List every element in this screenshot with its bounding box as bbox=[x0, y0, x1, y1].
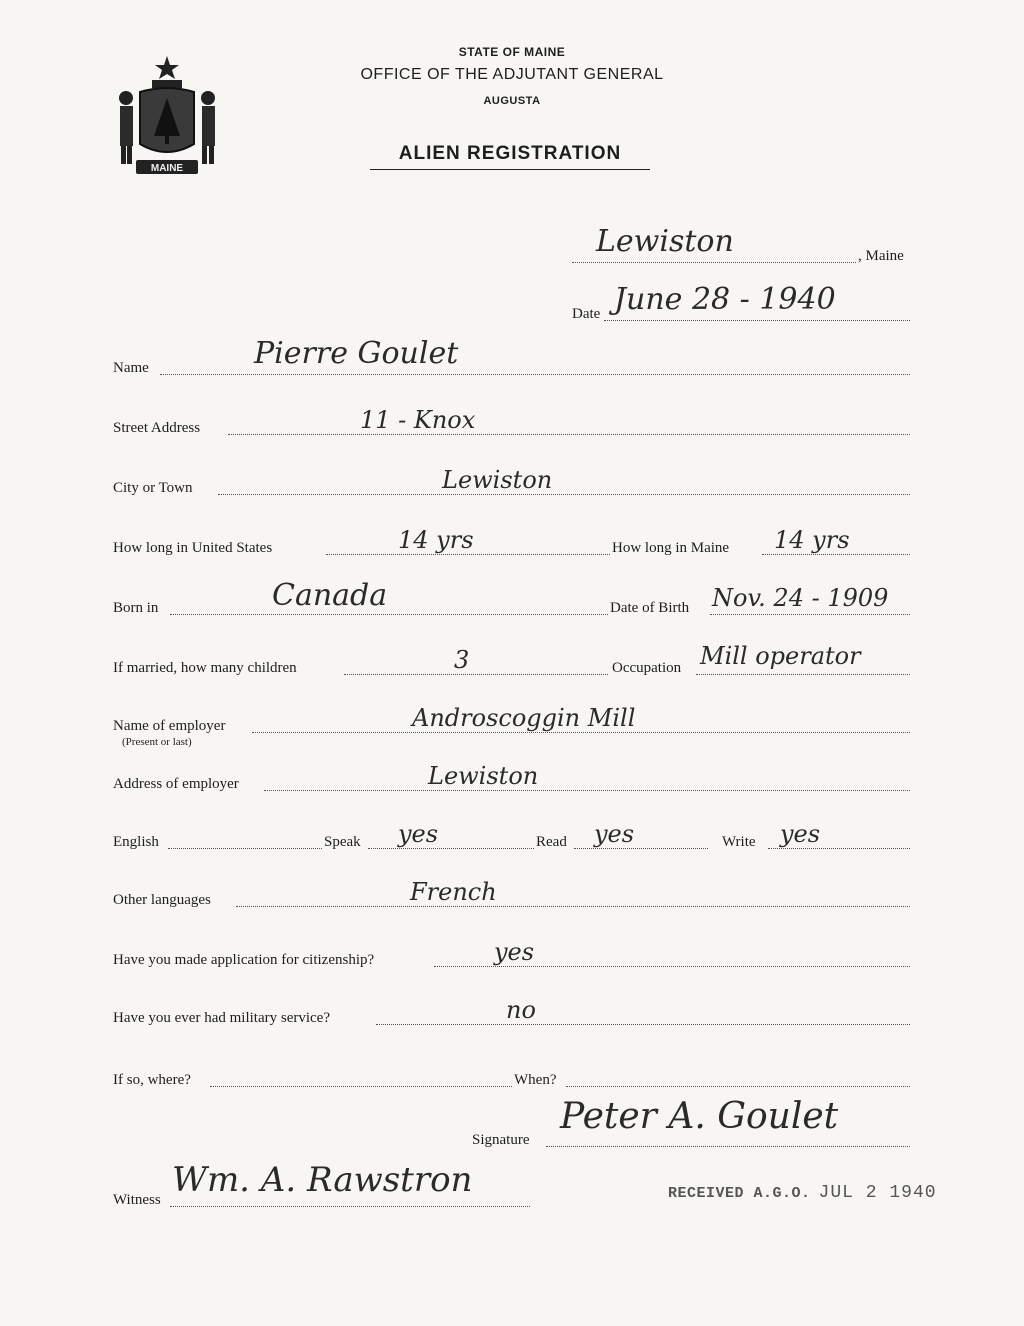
born-in-label: Born in bbox=[113, 600, 159, 616]
employer-line bbox=[252, 732, 910, 733]
employer-address-label: Address of employer bbox=[113, 776, 239, 792]
date-entry: June 28 - 1940 bbox=[614, 282, 836, 317]
name-label: Name bbox=[113, 360, 149, 376]
employer-entry: Androscoggin Mill bbox=[412, 704, 636, 732]
occupation-label: Occupation bbox=[612, 660, 682, 676]
english-label: English bbox=[113, 834, 159, 850]
city-line bbox=[218, 494, 910, 495]
stamp-text: RECEIVED A.G.O. bbox=[668, 1185, 811, 1202]
stamp-date: JUL 2 1940 bbox=[818, 1183, 937, 1203]
write-line bbox=[768, 848, 910, 849]
read-entry: yes bbox=[594, 820, 635, 848]
born-in-entry: Canada bbox=[272, 578, 388, 613]
city-label: City or Town bbox=[113, 480, 193, 496]
witness-line bbox=[170, 1206, 530, 1207]
seal-scroll-text: MAINE bbox=[150, 163, 184, 174]
how-long-us-entry: 14 yrs bbox=[398, 526, 474, 554]
military-line bbox=[376, 1024, 910, 1025]
children-label: If married, how many children bbox=[113, 660, 297, 676]
write-label: Write bbox=[722, 834, 756, 850]
read-line bbox=[574, 848, 708, 849]
when-line bbox=[566, 1086, 910, 1087]
header-city: AUGUSTA bbox=[483, 95, 541, 107]
name-entry: Pierre Goulet bbox=[254, 336, 459, 371]
other-languages-label: Other languages bbox=[113, 892, 211, 908]
military-entry: no bbox=[506, 996, 536, 1024]
english-line bbox=[168, 848, 322, 849]
employer-address-entry: Lewiston bbox=[428, 762, 539, 790]
header-office: OFFICE OF THE ADJUTANT GENERAL bbox=[360, 66, 664, 83]
dob-entry: Nov. 24 - 1909 bbox=[712, 584, 889, 612]
street-address-line bbox=[228, 434, 910, 435]
maine-state-seal bbox=[112, 52, 222, 180]
if-so-where-line bbox=[210, 1086, 512, 1087]
military-label: Have you ever had military service? bbox=[113, 1010, 330, 1026]
employer-label: Name of employer bbox=[113, 718, 226, 734]
employer-address-line bbox=[264, 790, 910, 791]
date-label: Date bbox=[572, 306, 601, 322]
citizenship-entry: yes bbox=[494, 938, 535, 966]
title-underline bbox=[370, 169, 650, 170]
witness-label: Witness bbox=[113, 1192, 161, 1208]
dob-line bbox=[710, 614, 910, 615]
signature-line bbox=[546, 1146, 910, 1147]
how-long-maine-line bbox=[762, 554, 910, 555]
dob-label: Date of Birth bbox=[610, 600, 690, 616]
other-languages-entry: French bbox=[410, 878, 497, 906]
street-address-label: Street Address bbox=[113, 420, 201, 436]
citizenship-line bbox=[434, 966, 910, 967]
if-so-where-label: If so, where? bbox=[113, 1072, 191, 1088]
citizenship-label: Have you made application for citizenship? bbox=[113, 952, 375, 968]
occupation-entry: Mill operator bbox=[700, 642, 861, 670]
speak-label: Speak bbox=[324, 834, 361, 850]
employer-note: (Present or last) bbox=[122, 736, 192, 748]
signature-label: Signature bbox=[472, 1132, 530, 1148]
street-address-entry: 11 - Knox bbox=[360, 406, 476, 434]
town-line bbox=[572, 262, 856, 263]
name-line bbox=[160, 374, 910, 375]
read-label: Read bbox=[536, 834, 567, 850]
date-line bbox=[604, 320, 910, 321]
children-line bbox=[344, 674, 608, 675]
born-in-line bbox=[170, 614, 608, 615]
town-entry: Lewiston bbox=[596, 224, 734, 259]
how-long-us-label: How long in United States bbox=[113, 540, 273, 556]
other-languages-line bbox=[236, 906, 910, 907]
speak-entry: yes bbox=[398, 820, 439, 848]
how-long-us-line bbox=[326, 554, 610, 555]
how-long-maine-label: How long in Maine bbox=[612, 540, 730, 556]
received-stamp bbox=[668, 1183, 937, 1203]
how-long-maine-entry: 14 yrs bbox=[774, 526, 850, 554]
occupation-line bbox=[696, 674, 910, 675]
header-state: STATE OF MAINE bbox=[458, 45, 566, 59]
write-entry: yes bbox=[780, 820, 821, 848]
speak-line bbox=[368, 848, 534, 849]
when-label: When? bbox=[514, 1072, 557, 1088]
witness-entry: Wm. A. Rawstron bbox=[172, 1160, 473, 1200]
form-title: ALIEN REGISTRATION bbox=[398, 143, 622, 164]
maine-label: , Maine bbox=[858, 248, 904, 264]
city-entry: Lewiston bbox=[442, 466, 553, 494]
children-entry: 3 bbox=[454, 646, 470, 674]
signature-entry: Peter A. Goulet bbox=[560, 1096, 839, 1137]
